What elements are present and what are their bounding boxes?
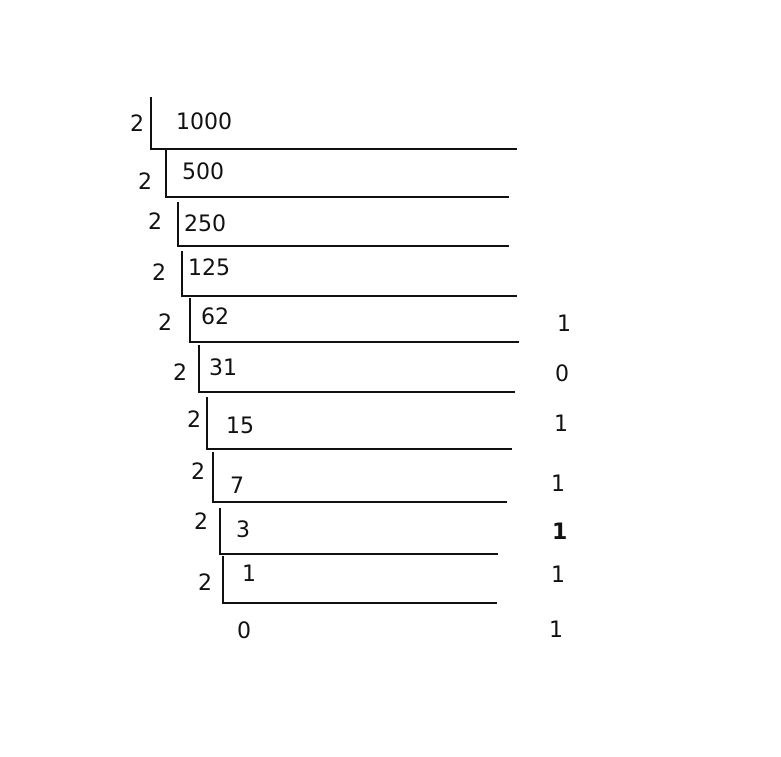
row-9-bracket-vertical bbox=[219, 508, 221, 554]
row-5-divisor: 2 bbox=[158, 311, 172, 336]
row-3-divisor: 2 bbox=[148, 210, 162, 235]
row-2-dividend: 500 bbox=[182, 160, 224, 185]
row-1-divisor: 2 bbox=[130, 112, 144, 137]
row-6-bracket-horizontal bbox=[198, 391, 515, 393]
row-7-remainder: 1 bbox=[554, 412, 568, 437]
row-8-bracket-vertical bbox=[212, 452, 214, 502]
row-3-dividend: 250 bbox=[184, 212, 226, 237]
row-10-bracket-horizontal bbox=[222, 602, 497, 604]
row-5-dividend: 62 bbox=[201, 305, 229, 330]
row-5-bracket-horizontal bbox=[189, 341, 519, 343]
row-2-divisor: 2 bbox=[138, 170, 152, 195]
row-6-bracket-vertical bbox=[198, 345, 200, 391]
row-10-dividend: 1 bbox=[242, 562, 256, 587]
row-4-dividend: 125 bbox=[188, 256, 230, 281]
row-1-bracket-vertical bbox=[150, 97, 152, 149]
row-6-divisor: 2 bbox=[173, 361, 187, 386]
row-9-dividend: 3 bbox=[236, 518, 250, 543]
row-10-divisor: 2 bbox=[198, 571, 212, 596]
row-6-remainder: 0 bbox=[555, 362, 569, 387]
row-9-divisor: 2 bbox=[194, 510, 208, 535]
row-3-bracket-horizontal bbox=[177, 245, 509, 247]
row-7-bracket-vertical bbox=[206, 397, 208, 449]
row-3-bracket-vertical bbox=[177, 202, 179, 246]
row-5-bracket-vertical bbox=[189, 298, 191, 342]
row-2-bracket-horizontal bbox=[165, 196, 509, 198]
row-4-bracket-vertical bbox=[181, 251, 183, 295]
row-1-bracket-horizontal bbox=[150, 148, 517, 150]
row-7-divisor: 2 bbox=[187, 408, 201, 433]
row-8-dividend: 7 bbox=[230, 474, 244, 499]
row-10-remainder: 1 bbox=[551, 563, 565, 588]
row-1-dividend: 1000 bbox=[176, 110, 232, 135]
row-8-bracket-horizontal bbox=[212, 501, 507, 503]
row-4-bracket-horizontal bbox=[181, 295, 517, 297]
row-6-dividend: 31 bbox=[209, 356, 237, 381]
row-2-bracket-vertical bbox=[165, 150, 167, 198]
row-10-bracket-vertical bbox=[222, 556, 224, 604]
row-7-bracket-horizontal bbox=[206, 448, 512, 450]
row-4-divisor: 2 bbox=[152, 261, 166, 286]
row-5-remainder: 1 bbox=[557, 312, 571, 337]
row-7-dividend: 15 bbox=[226, 414, 254, 439]
row-9-remainder: 1 bbox=[552, 520, 568, 545]
final-quotient: 0 bbox=[237, 619, 251, 644]
row-9-bracket-horizontal bbox=[219, 553, 498, 555]
row-8-divisor: 2 bbox=[191, 460, 205, 485]
final-remainder: 1 bbox=[549, 618, 563, 643]
row-8-remainder: 1 bbox=[551, 472, 565, 497]
